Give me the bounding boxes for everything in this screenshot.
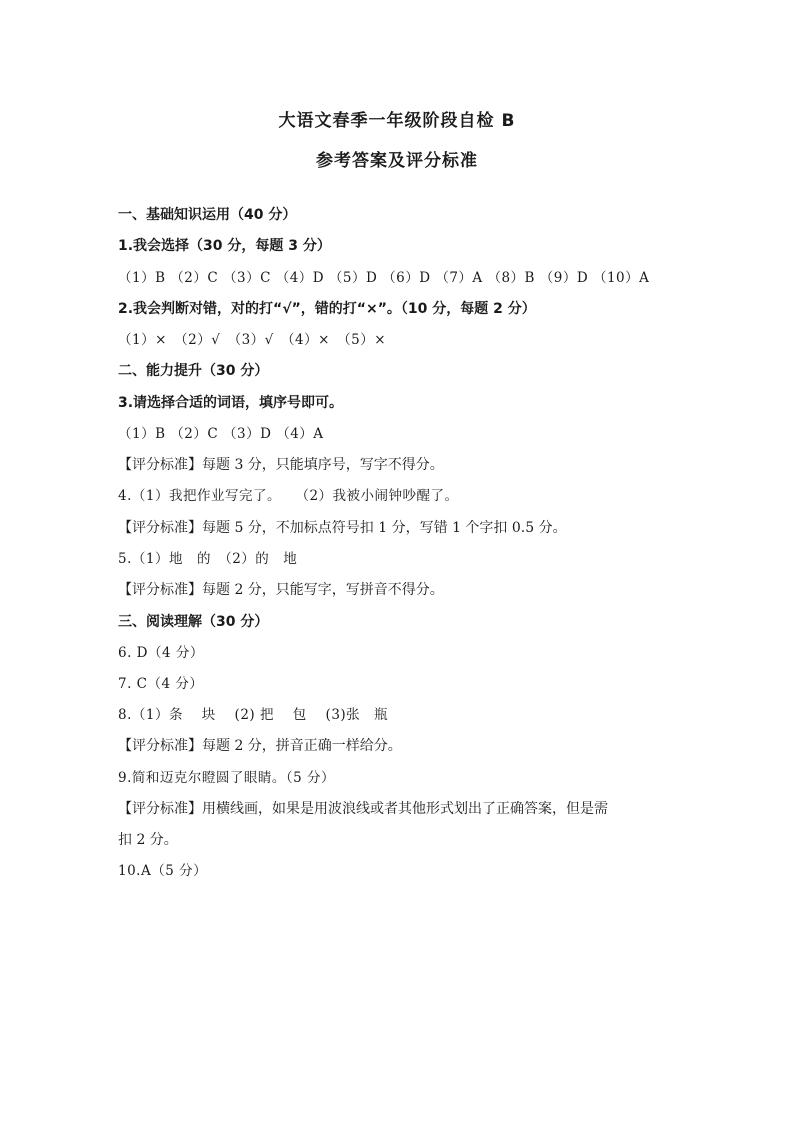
q2-title: 2.我会判断对错，对的打“√”，错的打“×”。（10 分，每题 2 分） (118, 301, 536, 317)
q7-answer: 7. C（4 分） (118, 676, 204, 692)
q3-scoring-note: 【评分标准】每题 3 分，只能填序号，写字不得分。 (118, 457, 444, 473)
q8-answers: 8.（1）条 块 (2) 把 包 (3)张 瓶 (118, 707, 389, 723)
document-title: 大语文春季一年级阶段自检 B (278, 111, 516, 131)
q1-answers: （1）B （2）C （3）C （4）D （5）D （6）D （7）A （8）B （9）D （10）A (118, 270, 650, 286)
q9-answer: 9.简和迈克尔瞪圆了眼睛。（5 分） (118, 770, 336, 786)
q10-answer: 10.A（5 分） (118, 863, 208, 879)
section1-heading: 一、基础知识运用（40 分） (118, 207, 297, 223)
q8-scoring-note: 【评分标准】每题 2 分，拼音正确一样给分。 (118, 738, 402, 754)
q2-answers: （1）× （2）√ （3）√ （4）× （5）× (118, 332, 387, 348)
q5-scoring-note: 【评分标准】每题 2 分，只能写字，写拼音不得分。 (118, 582, 444, 598)
section3-heading: 三、阅读理解（30 分） (118, 614, 269, 630)
document-subtitle: 参考答案及评分标准 (316, 151, 478, 171)
q9-scoring-note-line1: 【评分标准】用横线画，如果是用波浪线或者其他形式划出了正确答案，但是需 (118, 801, 608, 817)
section2-heading: 二、能力提升（30 分） (118, 363, 269, 379)
q1-title: 1.我会选择（30 分，每题 3 分） (118, 238, 331, 254)
q5-answers: 5.（1）地 的 （2）的 地 (118, 551, 298, 567)
q4-scoring-note: 【评分标准】每题 5 分，不加标点符号扣 1 分，写错 1 个字扣 0.5 分。 (118, 520, 567, 536)
q3-title: 3.请选择合适的词语，填序号即可。 (118, 395, 344, 411)
q6-answer: 6. D（4 分） (118, 645, 204, 661)
q9-scoring-note-line2: 扣 2 分。 (118, 832, 178, 848)
q4-answers: 4.（1）我把作业写完了。 （2）我被小闹钟吵醒了。 (118, 488, 459, 504)
q3-answers: （1）B （2）C （3）D （4）A (118, 426, 324, 442)
